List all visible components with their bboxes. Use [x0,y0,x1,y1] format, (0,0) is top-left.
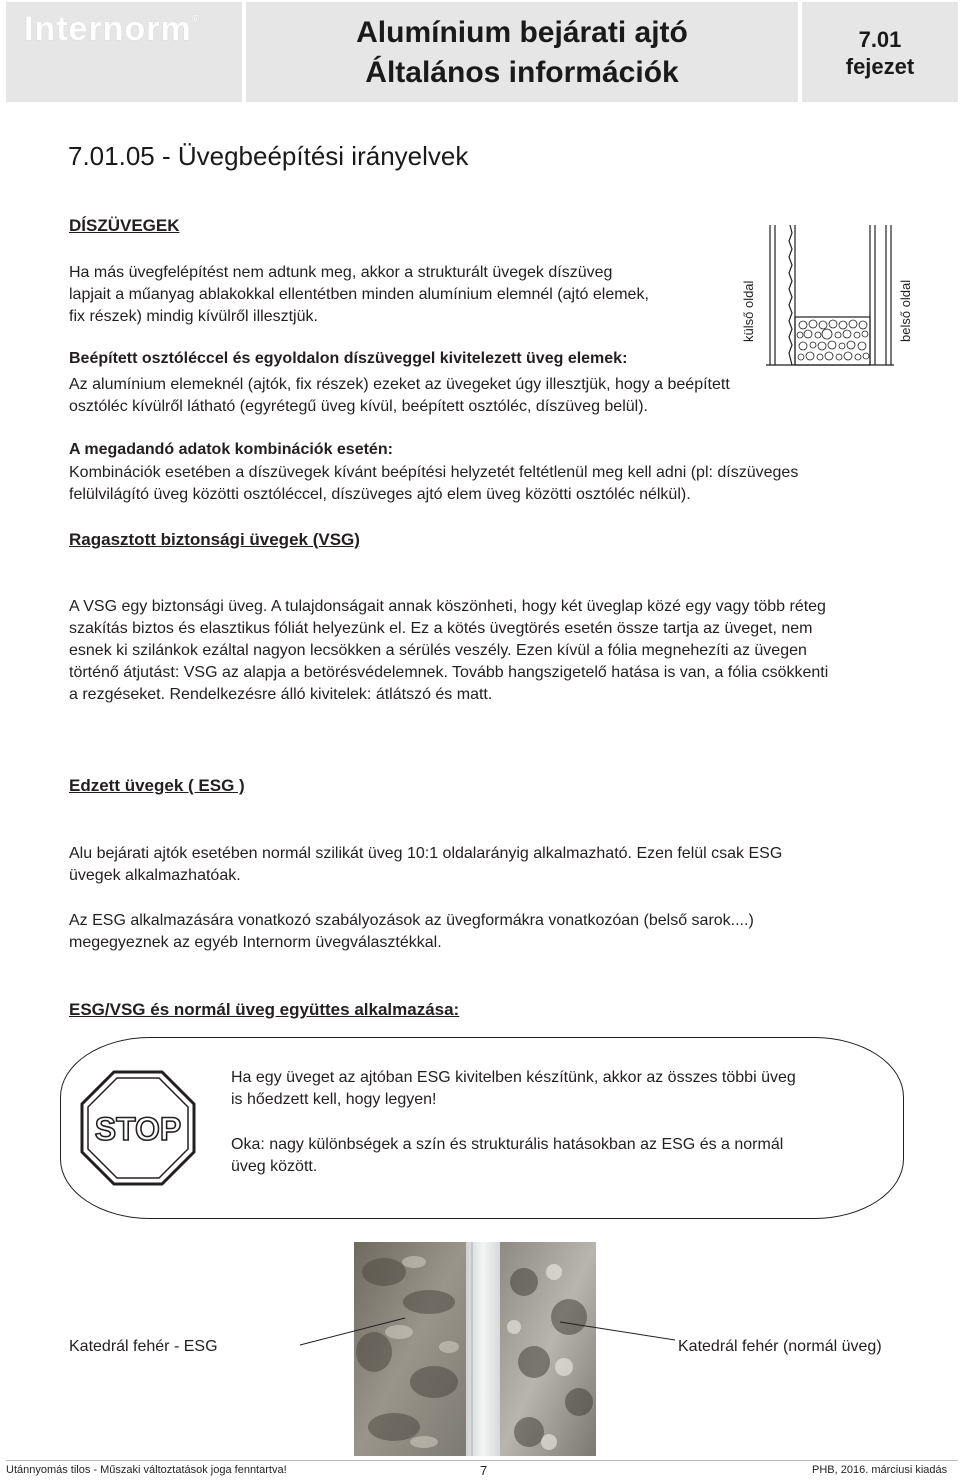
chapter-label: fejezet [845,54,915,79]
text-line: szakítás biztos és elasztikus fóliát helyezünk el. Ez a kötés üvegtörés esetén össze tartja az üveget, nem [69,620,813,637]
diszuvegek-paragraph [69,262,649,328]
footer-right: PHB, 2016. márciusi kiadás [812,1464,948,1476]
stop-sign-text: STOP [94,1111,182,1147]
text-line: Kombinációk esetében a díszüvegek kívánt beépítési helyzetét feltétlenül meg kell adni (pl: díszüveges [69,464,799,481]
text-line: felülvilágító üveg közötti osztóléccel, díszüveges ajtó elem üveg közötti osztóléc nélkül). [69,486,691,503]
photo-label-left: Katedrál fehér - ESG [69,1338,218,1355]
section-title: 7.01.05 - Üvegbeépítési irányelvek [68,141,469,171]
esg-paragraph-2 [69,910,754,954]
textured-glass-surface [789,225,792,365]
text-line: fix részek) mindig kívülről illesztjük. [69,308,318,325]
logo-box [6,2,242,102]
footer-left: Utánnyomás tilos - Műszaki változtatások joga fenntartva! [6,1464,287,1476]
outer-side-label: külső oldal [741,280,756,342]
header-title-line2: Általános információk [365,56,679,89]
combined-paragraph-2 [231,1134,783,1178]
text-line: Az ESG alkalmazására vonatkozó szabályozások az üvegformákra vonatkozóan (belső sarok....) [69,912,754,929]
text-line: Oka: nagy különbségek a szín és strukturális hatásokban az ESG és a normál [231,1136,784,1153]
text-line: lapjait a műanyag ablakokkal ellentétben minden alumínium elemnél (ajtó elemek, [69,286,649,303]
text-line: Az alumínium elemeknél (ajtók, fix részek) ezeket az üvegeket úgy illesztjük, hogy a beépített [69,376,730,393]
text-line: a rezgéseket. Rendelkezésre álló kivitelek: átlátszó és matt. [69,686,493,703]
esg-heading: Edzett üvegek ( ESG ) [69,776,245,795]
text-line: üveg között. [231,1158,318,1175]
desiccant-circles [797,320,869,360]
footer-divider [6,1460,958,1461]
text-line: Ha más üvegfelépítést nem adtunk meg, akkor a strukturált üvegek díszüveg [69,264,613,281]
chapter-number: 7.01 [858,27,902,52]
text-line: A VSG egy biztonsági üveg. A tulajdonságait annak köszönheti, hogy két üveglap közé egy vagy több réteg [69,598,826,615]
vsg-paragraph [69,596,828,706]
text-line: esnek ki szilánkok ezáltal nagyon lecsökken a sérülés veszély. Ezen kívül a fólia megnehezíti az üvegen [69,642,807,659]
text-line: történő átjutást: VSG az alapja a betörésvédelemnek. Tovább hangszigetelő hatása is van, a fólia csökkenti [69,664,829,681]
header-title-box [246,2,798,102]
header-title-line1: Alumínium bejárati ajtó [356,16,688,49]
beepitett-paragraph [69,374,730,418]
inner-side-label: belső oldal [898,279,913,342]
text-line: osztóléc kívülről látható (egyrétegű üveg kívül, beépített osztóléc, díszüveg belül). [69,398,648,415]
combined-paragraph-1 [231,1067,796,1111]
footer-page-number: 7 [480,1463,488,1478]
text-line: megegyeznek az egyéb Internorm üvegválasztékkal. [69,934,442,951]
kombinaciok-paragraph [69,462,798,506]
text-line: üvegek alkalmazhatóak. [69,867,241,884]
photo-label-right: Katedrál fehér (normál üveg) [678,1338,882,1355]
glass-section-diagram [766,225,894,370]
esg-paragraph-1 [69,843,782,887]
vsg-heading: Ragasztott biztonsági üvegek (VSG) [69,530,360,549]
chapter-box [802,2,958,102]
diszuvegek-heading: DÍSZÜVEGEK [69,216,180,235]
kombinaciok-heading: A megadandó adatok kombinációk esetén: [69,441,393,458]
combined-heading: ESG/VSG és normál üveg együttes alkalmazása: [69,1000,460,1019]
text-line: Alu bejárati ajtók esetében normál szilikát üveg 10:1 oldalarányig alkalmazható. Ezen felül csak ESG [69,845,783,862]
stop-sign-icon [80,1070,196,1186]
glass-comparison-photo [354,1242,596,1456]
text-line: Ha egy üveget az ajtóban ESG kivitelben készítünk, akkor az összes többi üveg [231,1069,796,1086]
beepitett-heading: Beépített osztóléccel és egyoldalon díszüveggel kivitelezett üveg elemek: [69,350,628,367]
text-line: is hőedzett kell, hogy legyen! [231,1091,437,1108]
internorm-logo: Internorm® [24,10,201,48]
